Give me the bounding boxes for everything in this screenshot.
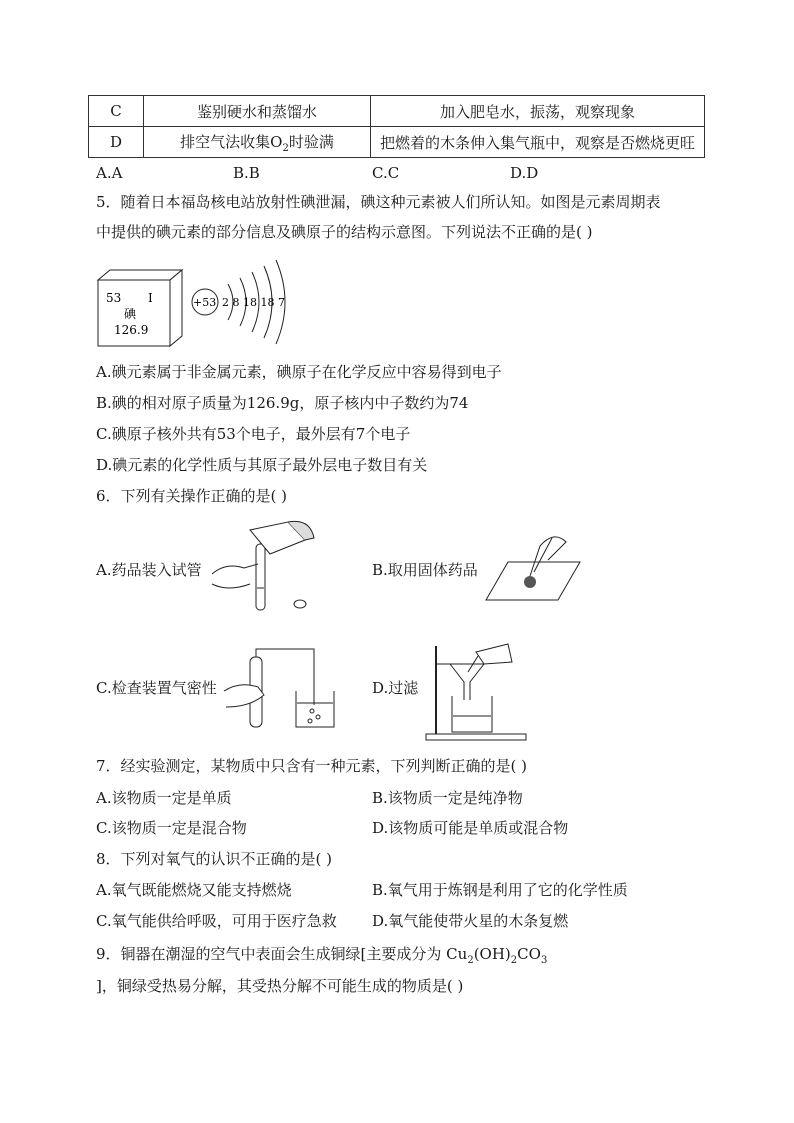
q6-option-d: D.过滤 [372,679,419,697]
q8-option-a: A.氧气既能燃烧又能支持燃烧 [96,881,292,899]
q8-option-c: C.氧气能供给呼吸，可用于医疗急救 [96,912,337,930]
q5-option-c: C.碘原子核外共有53个电子，最外层有7个电子 [96,425,411,443]
table-row [89,96,705,127]
row-label: C [89,96,144,127]
q8-stem: 8．下列对氧气的认识不正确的是( ) [96,850,333,868]
formula-sub: 2 [467,955,474,966]
formula-mid: (OH) [473,945,511,963]
row-item-sub: 2 [282,142,289,154]
row-item-text: 排空气法收集O [180,132,283,151]
option-b: B.B [233,164,260,182]
q8-option-b: B.氧气用于炼钢是利用了它的化学性质 [372,881,628,899]
row-item: 鉴别硬水和蒸馏水 [144,96,371,127]
element-name: 碘 [124,307,137,321]
q6-option-c: C.检查装置气密性 [96,679,217,697]
q7-option-b: B.该物质一定是纯净物 [372,789,523,807]
option-d: D.D [510,164,539,182]
q7-option-c: C.该物质一定是混合物 [96,819,247,837]
q7-stem: 7．经实验测定，某物质中只含有一种元素，下列判断正确的是( ) [96,757,528,775]
q5-stem-line1: 5．随着日本福岛核电站放射性碘泄漏，碘这种元素被人们所认知。如图是元素周期表 [96,193,661,211]
q5-stem-line2: 中提供的碘元素的部分信息及碘原子的结构示意图。下列说法不正确的是( ) [96,223,593,241]
iodine-atom-diagram [188,258,298,346]
formula-sub: 2 [510,955,518,966]
atomic-mass: 126.9 [114,323,149,337]
electron-shells: 2 8 18 18 7 [222,296,285,309]
q6-option-a: A.药品装入试管 [96,561,202,579]
q7-option-d: D.该物质可能是单质或混合物 [372,819,569,837]
element-symbol: I [148,291,153,305]
option-c: C.C [372,164,400,182]
row-item-text2: 时验满 [288,132,334,151]
options-table [88,95,705,158]
q9-stem-line2: ]，铜绿受热易分解，其受热分解不可能生成的物质是( ) [96,977,464,995]
row-method: 把燃着的木条伸入集气瓶中，观察是否燃烧更旺 [371,127,705,158]
formula-end: CO [517,945,541,963]
table-row [89,127,705,158]
iodine-element-card [96,268,186,350]
row-method: 加入肥皂水，振荡，观察现象 [371,96,705,127]
q5-option-d: D.碘元素的化学性质与其原子最外层电子数目有关 [96,456,428,474]
q5-option-a: A.碘元素属于非金属元素，碘原子在化学反应中容易得到电子 [96,363,502,381]
row-label: D [89,127,144,158]
airtightness-check-illustration [222,645,342,735]
q7-option-a: A.该物质一定是单质 [96,789,232,807]
filtration-illustration [422,642,530,742]
pouring-liquid-illustration [210,518,325,618]
q9-text: 9．铜器在潮湿的空气中表面会生成铜绿[主要成分为 Cu [96,945,468,963]
atomic-number: 53 [106,291,122,305]
q6-option-b: B.取用固体药品 [372,561,478,579]
q6-stem: 6．下列有关操作正确的是( ) [96,487,288,505]
q5-option-b: B.碘的相对原子质量为126.9g，原子核内中子数约为74 [96,394,469,412]
row-item [144,127,371,158]
q9-stem-line1 [96,944,547,971]
solid-reagent-illustration [484,520,584,604]
q8-option-d: D.氧气能使带火星的木条复燃 [372,912,569,930]
option-a: A.A [96,164,123,182]
formula-sub: 3 [540,955,548,966]
nucleus-charge: +53 [193,296,217,309]
